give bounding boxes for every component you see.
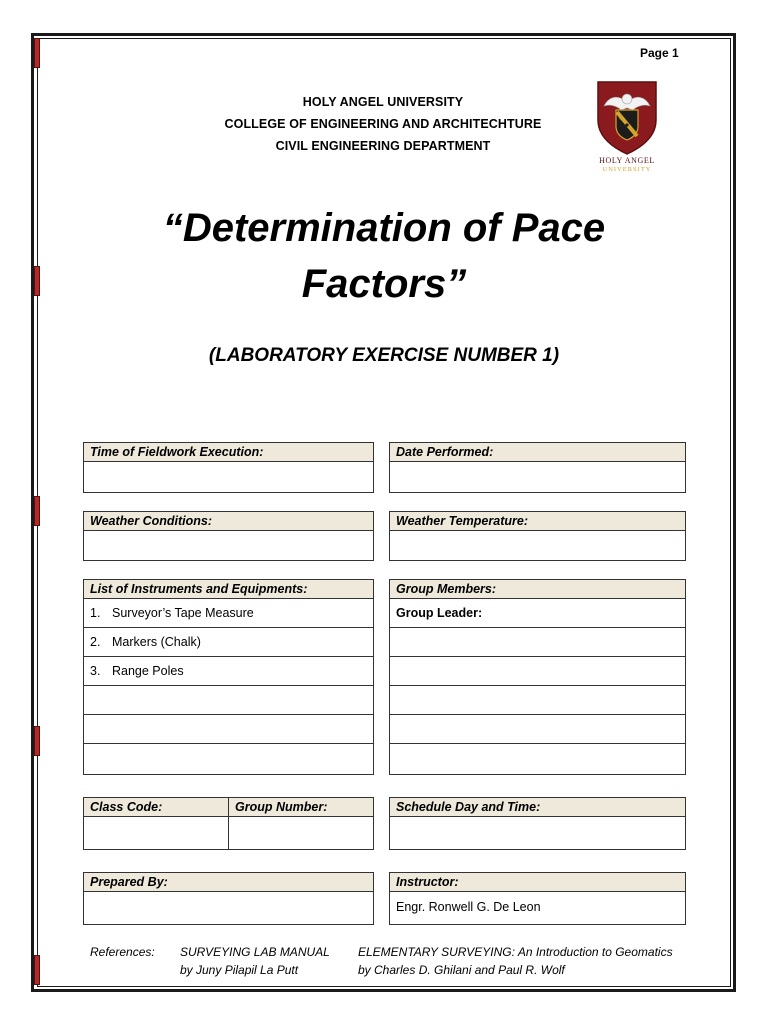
time-of-fieldwork-box: [83, 442, 374, 493]
binding-tab: [34, 266, 40, 296]
instrument-name: Markers (Chalk): [112, 635, 201, 649]
university-name: HOLY ANGEL UNIVERSITY: [302, 95, 464, 109]
college-name: COLLEGE OF ENGINEERING AND ARCHITECHTURE: [224, 117, 542, 131]
class-code-field[interactable]: [84, 817, 228, 849]
date-performed-label: Date Performed:: [390, 443, 685, 462]
date-performed-field[interactable]: [390, 462, 685, 492]
shield-icon: [590, 80, 664, 172]
references-label: References:: [90, 945, 155, 959]
weather-temperature-box: [389, 511, 686, 561]
department-name: CIVIL ENGINEERING DEPARTMENT: [275, 139, 491, 153]
group-members-box: [389, 579, 686, 775]
group-members-label: Group Members:: [390, 580, 685, 599]
document-title-line2: Factors”: [301, 262, 467, 306]
weather-conditions-box: [83, 511, 374, 561]
university-logo: [590, 80, 664, 172]
weather-temperature-field[interactable]: [390, 531, 685, 560]
instructor-box: [389, 872, 686, 925]
instructor-label: Instructor:: [390, 873, 685, 892]
prepared-by-field[interactable]: [84, 892, 373, 924]
instrument-row[interactable]: [84, 628, 373, 657]
instructor-field[interactable]: Engr. Ronwell G. De Leon: [396, 900, 541, 914]
group-member-row[interactable]: [390, 715, 685, 744]
svg-text:UNIVERSITY: UNIVERSITY: [602, 166, 652, 172]
instruments-label: List of Instruments and Equipments:: [84, 580, 373, 599]
document-subtitle: (LABORATORY EXERCISE NUMBER 1): [208, 345, 560, 366]
instrument-row[interactable]: [84, 686, 373, 715]
binding-tab: [34, 38, 40, 68]
instrument-row[interactable]: [84, 744, 373, 773]
binding-tab: [34, 955, 40, 985]
svg-text:HOLY ANGEL: HOLY ANGEL: [599, 156, 655, 165]
instrument-name: Range Poles: [112, 664, 184, 678]
group-number-column: [229, 798, 373, 849]
weather-conditions-label: Weather Conditions:: [84, 512, 373, 531]
item-number: 1.: [90, 606, 101, 620]
group-number-field[interactable]: [229, 817, 373, 849]
reference-2-title: ELEMENTARY SURVEYING: An Introduction to Geomatics: [358, 945, 673, 959]
group-member-row[interactable]: [390, 744, 685, 773]
item-number: 2.: [90, 635, 101, 649]
group-leader-row[interactable]: Group Leader:: [390, 599, 685, 628]
reference-1-author: by Juny Pilapil La Putt: [180, 963, 299, 977]
class-code-label: Class Code:: [84, 798, 228, 817]
schedule-box: [389, 797, 686, 850]
binding-tab: [34, 496, 40, 526]
prepared-by-label: Prepared By:: [84, 873, 373, 892]
reference-1-title: SURVEYING LAB MANUAL: [180, 945, 330, 959]
page-number: Page 1: [640, 46, 679, 60]
binding-tab: [34, 726, 40, 756]
class-code-column: [84, 798, 229, 849]
date-performed-box: [389, 442, 686, 493]
weather-conditions-field[interactable]: [84, 531, 373, 560]
weather-temperature-label: Weather Temperature:: [390, 512, 685, 531]
reference-1: [180, 943, 330, 979]
group-number-label: Group Number:: [229, 798, 373, 817]
instrument-row[interactable]: [84, 599, 373, 628]
group-member-row[interactable]: [390, 657, 685, 686]
time-of-fieldwork-label: Time of Fieldwork Execution:: [84, 443, 373, 462]
instrument-name: Surveyor’s Tape Measure: [112, 606, 254, 620]
document-title-line1: “Determination of Pace: [162, 206, 606, 250]
prepared-by-box: [83, 872, 374, 925]
instruments-box: [83, 579, 374, 775]
instrument-row[interactable]: [84, 715, 373, 744]
group-member-row[interactable]: [390, 686, 685, 715]
schedule-field[interactable]: [390, 817, 685, 849]
class-group-box: [83, 797, 374, 850]
item-number: 3.: [90, 664, 101, 678]
group-member-row[interactable]: [390, 628, 685, 657]
reference-2-author: by Charles D. Ghilani and Paul R. Wolf: [358, 963, 565, 977]
reference-2: [358, 943, 673, 979]
time-of-fieldwork-field[interactable]: [84, 462, 373, 492]
instrument-row[interactable]: [84, 657, 373, 686]
schedule-label: Schedule Day and Time:: [390, 798, 685, 817]
